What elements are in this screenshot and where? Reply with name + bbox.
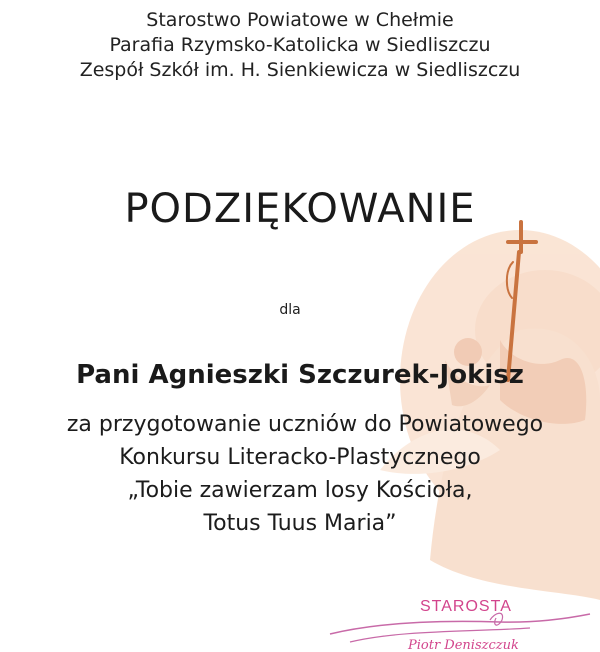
issuer-line: Parafia Rzymsko-Katolicka w Siedliszczu [109,34,491,56]
body-line: Totus Tuus Maria” [203,511,397,536]
body-line: „Tobie zawierzam losy Kościoła, [127,478,473,503]
stamp-name: Piotr Deniszczuk [408,638,519,652]
issuer-line: Starostwo Powiatowe w Chełmie [146,9,454,31]
recipient-name: Pani Agnieszki Szczurek-Jokisz [76,360,524,390]
document-title: PODZIĘKOWANIE [124,186,476,232]
issuer-header [0,8,600,83]
issuer-line: Zespół Szkół im. H. Sienkiewicza w Siedliszczu [79,59,521,81]
body-line: za przygotowanie uczniów do Powiatowego [66,412,544,437]
body-line: Konkursu Literacko-Plastycznego [119,445,481,470]
for-label: dla [279,302,301,318]
stamp-title: STAROSTA [420,598,512,615]
official-stamp [320,592,600,652]
certificate-body [0,408,600,540]
